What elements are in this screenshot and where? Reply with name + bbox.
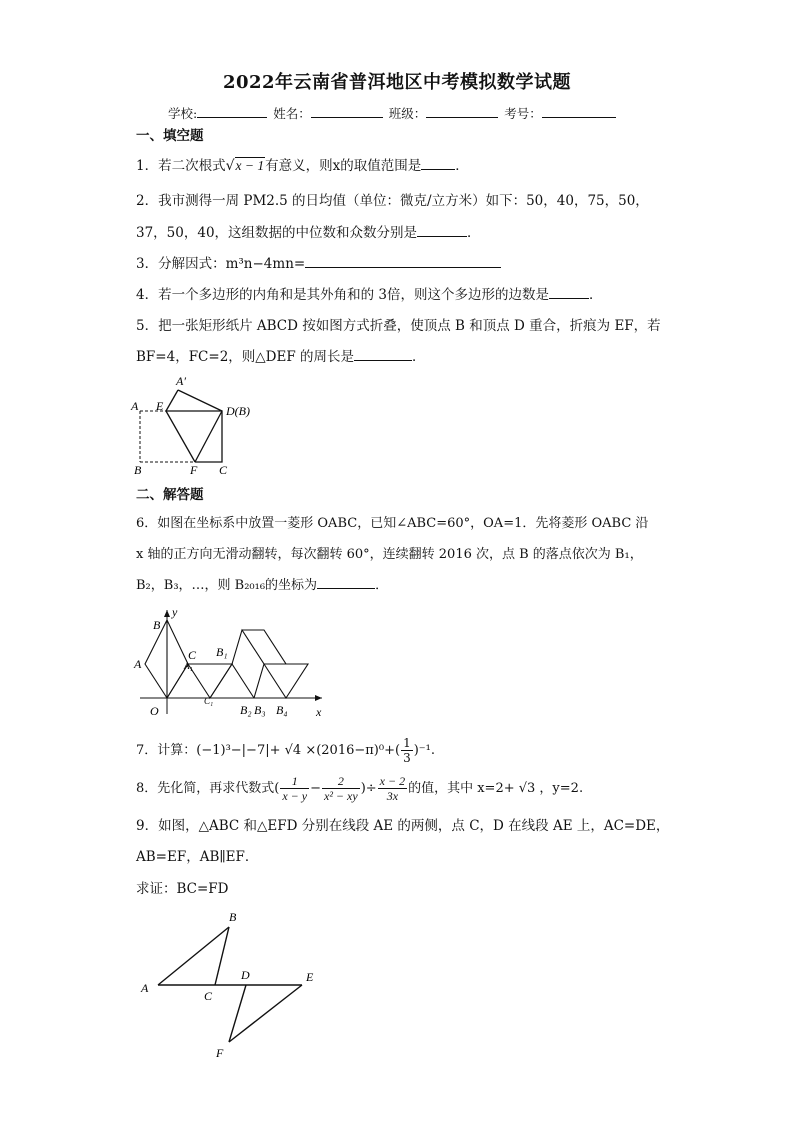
q7-tail: )⁻¹. (413, 743, 435, 758)
fig9-label-d: D (241, 968, 250, 982)
q4-text: 4．若一个多边形的内角和是其外角和的 3倍，则这个多边形的边数是 (136, 287, 549, 303)
fig5-label-db: D(B) (226, 404, 250, 418)
q5-answer-blank (354, 347, 412, 361)
fig6-label-b3: B₃ (254, 703, 266, 717)
q8-f2-num: 2 (322, 774, 360, 789)
fig6-label-b1: B₁ (216, 645, 228, 659)
figure-9-two-triangles (136, 905, 336, 1065)
fig9-label-c: C (204, 989, 213, 1003)
q8-f3-den: 3x (386, 789, 399, 803)
section-heading-fill: 一、填空题 (136, 128, 204, 144)
class-blank (426, 105, 498, 118)
school-label: 学校: (168, 106, 198, 121)
q3-text: 3．分解因式：m³n−4mn= (136, 256, 306, 272)
q6-answer-blank (317, 575, 375, 589)
fig5-label-c: C (219, 463, 228, 477)
q1-suffix: 有意义，则x的取值范围是 (265, 158, 422, 174)
q1-end: ． (455, 158, 469, 174)
q2-answer-blank (417, 223, 467, 237)
question-2-line2 (136, 222, 481, 244)
q8-div: )÷ (360, 781, 377, 796)
fig6-label-c: C (188, 648, 197, 662)
q8-f1-den: x − y (282, 789, 308, 803)
question-1 (136, 155, 469, 177)
q4-end: ． (588, 287, 603, 303)
fig5-label-e: E (156, 399, 164, 413)
section-heading-answer: 二、解答题 (136, 487, 204, 503)
question-6-line1: 6．如图在坐标系中放置一菱形 OABC，已知∠ABC=60°，OA=1．先将菱形 OABC 沿 (136, 516, 649, 531)
q8-fraction-1 (280, 774, 309, 803)
q3-answer-blank (305, 254, 501, 268)
question-3 (136, 253, 501, 275)
name-label: 姓名： (273, 106, 311, 121)
fig5-label-f: F (190, 463, 198, 477)
fig6-label-c1: C₁ (204, 696, 214, 706)
name-blank (311, 105, 383, 118)
q7-fraction (401, 736, 413, 765)
fig5-label-a-prime: A′ (176, 374, 186, 388)
fig5-label-b: B (134, 463, 142, 477)
q8-f3-num: x − 2 (379, 774, 406, 788)
fig9-label-a: A (141, 981, 149, 995)
question-9-prove: 求证：BC=FD (136, 881, 229, 897)
fig6-axis-x: x (316, 705, 322, 719)
q8-prefix: 8．先化简，再求代数式( (136, 781, 280, 796)
fig9-label-f: F (216, 1046, 224, 1060)
q5-text: BF=4，FC=2，则△DEF 的周长是 (136, 349, 355, 365)
class-label: 班级： (388, 106, 427, 121)
question-2-line1: 2．我市测得一周 PM2.5 的日均值（单位：微克/立方米）如下：50，40，75，50， (136, 193, 649, 209)
q7-frac-num: 1 (403, 736, 411, 750)
exam-no-blank (542, 105, 616, 118)
q6-text: B₂，B₃，…，则 B₂₀₁₆的坐标为 (136, 578, 318, 593)
question-7 (136, 736, 435, 765)
student-info-line (168, 104, 618, 122)
q2-end: ． (467, 225, 481, 241)
fig6-label-a: A (134, 657, 142, 671)
q8-minus: − (310, 781, 321, 796)
question-8 (136, 774, 583, 803)
q1-prefix: 1．若二次根式 (136, 158, 226, 174)
q8-f1-num: 1 (280, 774, 309, 789)
question-4 (136, 284, 602, 306)
fig9-label-b: B (229, 910, 237, 924)
page-title: 2022年云南省普洱地区中考模拟数学试题 (222, 72, 572, 93)
q4-answer-blank (549, 285, 589, 299)
fig9-label-e: E (306, 970, 314, 984)
fig6-label-o: O (150, 704, 159, 718)
q7-frac-den: 3 (403, 751, 411, 765)
exam-no-label: 考号： (504, 106, 542, 121)
fig6-label-a1: A₁ (184, 661, 193, 671)
question-6-line3 (136, 575, 388, 597)
figure-5-folded-rectangle (126, 368, 276, 480)
question-6-line2: x 轴的正方向无滑动翻转，每次翻转 60°，连续翻转 2016 次，点 B 的落点依次为 B₁， (136, 547, 643, 562)
q8-fraction-3 (378, 774, 407, 803)
fig6-label-b4: B₄ (276, 703, 288, 717)
fig6-label-b: B (153, 618, 161, 632)
q6-end: ． (375, 578, 389, 593)
q8-suffix: 的值，其中 x=2+ √3 ，y=2. (408, 781, 584, 796)
fig5-label-a: A (131, 399, 139, 413)
question-9-line2: AB=EF，AB∥EF． (136, 849, 259, 865)
question-9-line1: 9．如图，△ABC 和△EFD 分别在线段 AE 的两侧，点 C，D 在线段 AE 上，AC=DE， (136, 818, 670, 834)
q7-text: 7．计算：(−1)³−|−7|+ √4 ×(2016−π)⁰+( (136, 743, 401, 758)
fig6-axis-y: y (172, 605, 178, 619)
sqrt-symbol: √ (225, 158, 235, 174)
question-5-line2 (136, 346, 426, 368)
q8-f2-den: x² − xy (324, 789, 358, 803)
q2-text: 37，50，40，这组数据的中位数和众数分别是 (136, 225, 418, 241)
q8-fraction-2 (322, 774, 360, 803)
fig6-label-b2: B₂ (240, 703, 252, 717)
question-5-line1: 5．把一张矩形纸片 ABCD 按如图方式折叠，使顶点 B 和顶点 D 重合，折痕为 EF，若 (136, 318, 661, 334)
school-blank (197, 105, 267, 118)
q5-end: ． (412, 349, 426, 365)
figure-6-rhombus-rolling (130, 604, 330, 724)
q1-answer-blank (421, 156, 455, 170)
q1-radicand: x − 1 (235, 158, 265, 173)
